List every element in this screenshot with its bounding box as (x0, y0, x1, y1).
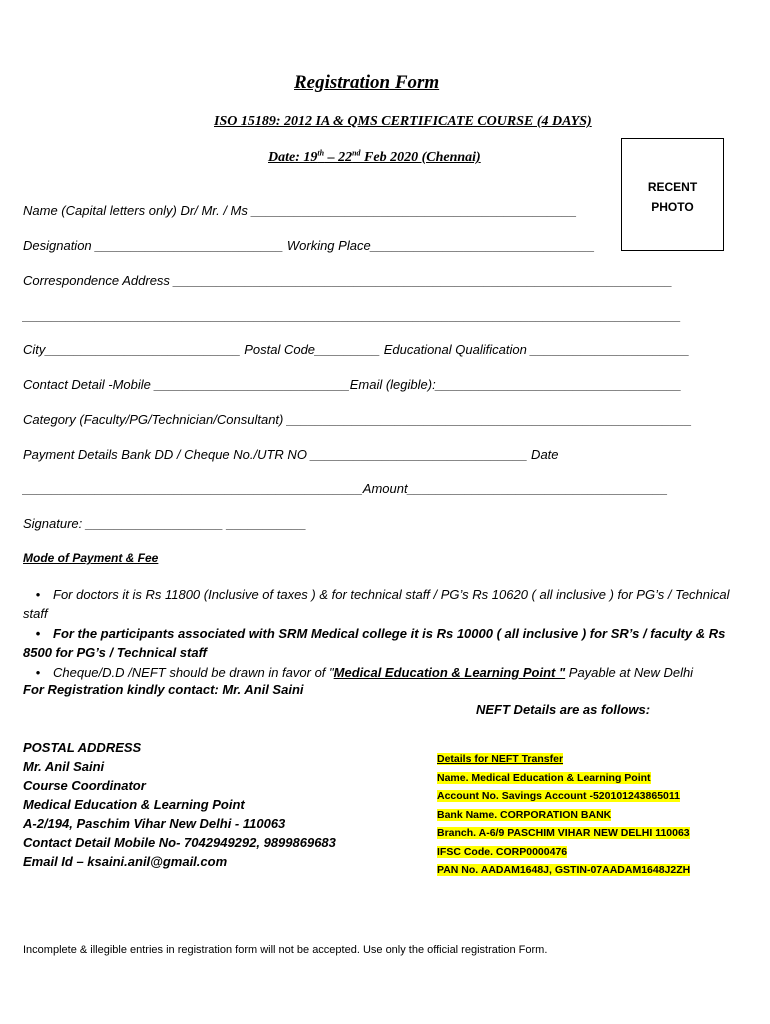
designation-field[interactable]: Designation __________________________ Working Place_______________________________ (23, 238, 595, 253)
postal-address (23, 738, 336, 871)
neft-pan: PAN No. AADAM1648J, GSTIN-07AADAM1648J2ZH (437, 864, 691, 876)
photo-label-line1: RECENT (647, 180, 698, 194)
postal-addr: A-2/194, Paschim Vihar New Delhi - 110063 (23, 816, 286, 831)
page-title: Registration Form (294, 72, 440, 93)
postal-email: Email Id – ksaini.anil@gmail.com (23, 854, 228, 869)
postal-org: Medical Education & Learning Point (23, 797, 245, 812)
fee-bullet-doctors: • For doctors it is Rs 11800 (Inclusive of taxes ) & for technical staff / PG’s Rs 10620 ( all inclusive ) for PG’s / Technical staff (23, 587, 730, 621)
course-date: Date: 19th – 22nd Feb 2020 (Chennai) (268, 148, 481, 165)
recent-photo-box (621, 138, 724, 251)
neft-heading: NEFT Details are as follows: (476, 702, 651, 717)
mode-of-payment-heading: Mode of Payment & Fee (23, 551, 159, 565)
registration-contact: For Registration kindly contact: Mr. Anil Saini (23, 682, 304, 697)
neft-account: Account No. Savings Account -520101243865011 (437, 790, 680, 802)
postal-phone: Contact Detail Mobile No- 7042949292, 9899869683 (23, 835, 336, 850)
course-title: ISO 15189: 2012 IA & QMS CERTIFICATE COURSE (4 DAYS) (214, 114, 592, 129)
category-field[interactable]: Category (Faculty/PG/Technician/Consultant) ________________________________________________________ (23, 412, 692, 427)
fee-bullet-srm: • For the participants associated with SRM Medical college it is Rs 10000 ( all inclusive ) for SR’s / faculty & Rs 8500 for PG’s / Technical staff (23, 626, 726, 660)
contact-email-field[interactable]: Contact Detail -Mobile ___________________________Email (legible):__________________________________ (23, 377, 682, 392)
address-field[interactable]: Correspondence Address _____________________________________________________________________ (23, 273, 673, 288)
bullet-icon: • (35, 626, 41, 641)
neft-details (437, 750, 690, 880)
neft-name: Name. Medical Education & Learning Point (437, 771, 651, 784)
neft-bank: Bank Name. CORPORATION BANK (437, 808, 612, 821)
postal-role: Course Coordinator (23, 778, 146, 793)
payee-name: Medical Education & Learning Point " (333, 665, 566, 680)
signature-field[interactable]: Signature: ___________________ ___________ (23, 516, 307, 531)
footer-note: Incomplete & illegible entries in registration form will not be accepted. Use only the official registration Form. (23, 944, 548, 956)
city-postal-qualification-field[interactable]: City___________________________ Postal Code_________ Educational Qualification ______________________ (23, 342, 690, 357)
payment-details-field[interactable]: Payment Details Bank DD / Cheque No./UTR NO ______________________________ Date (23, 447, 559, 462)
address-field-line2[interactable]: ___________________________________________________________________________________________ (23, 308, 681, 323)
postal-heading: POSTAL ADDRESS (23, 740, 142, 755)
neft-ifsc: IFSC Code. CORP0000476 (437, 845, 568, 858)
postal-name: Mr. Anil Saini (23, 759, 105, 774)
bullet-icon: • (35, 587, 41, 602)
neft-heading-label: Details for NEFT Transfer (437, 753, 564, 765)
neft-branch: Branch. A-6/9 PASCHIM VIHAR NEW DELHI 110063 (437, 827, 690, 839)
photo-label-line2: PHOTO (651, 200, 694, 214)
amount-field[interactable]: _______________________________________________Amount____________________________________ (23, 481, 668, 496)
bullet-icon: • (35, 665, 41, 680)
name-field[interactable]: Name (Capital letters only) Dr/ Mr. / Ms _____________________________________________ (23, 203, 577, 218)
cheque-bullet: • Cheque/D.D /NEFT should be drawn in favor of "Medical Education & Learning Point " Payable at New Delhi (23, 663, 753, 682)
